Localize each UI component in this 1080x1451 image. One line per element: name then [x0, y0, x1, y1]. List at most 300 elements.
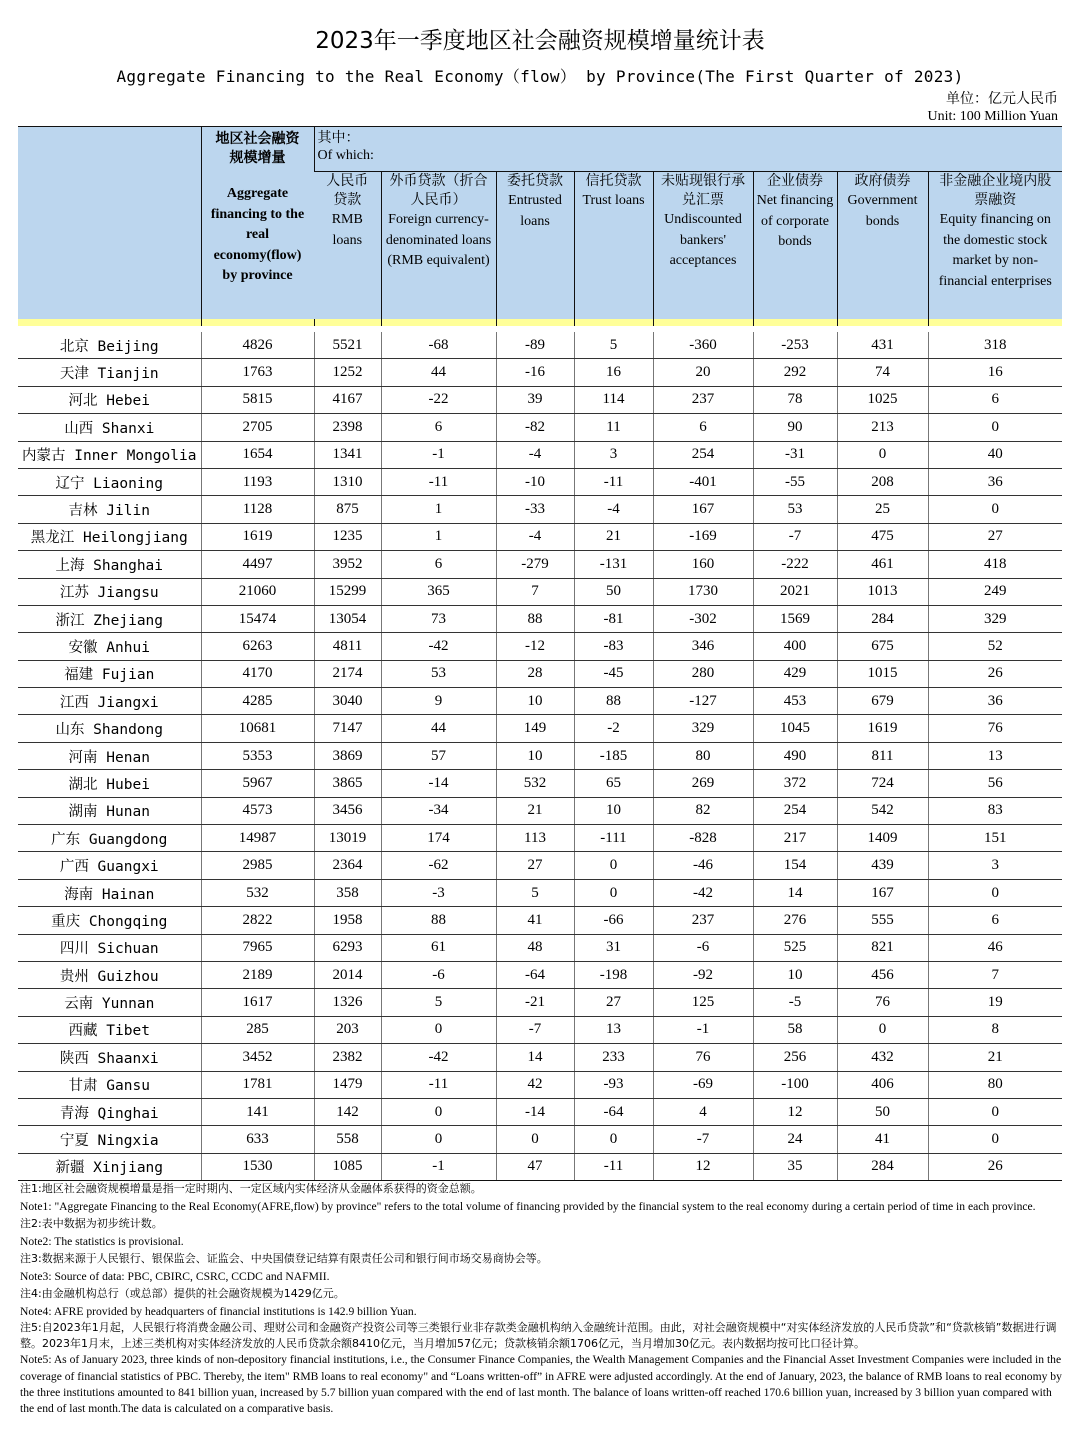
value-cell: -31 — [753, 441, 837, 468]
table-row — [18, 852, 1062, 879]
region-name: 山西 Shanxi — [18, 414, 201, 441]
value-cell: 329 — [653, 715, 753, 742]
value-cell: 10 — [496, 742, 574, 769]
value-cell: 475 — [837, 523, 928, 550]
value-cell: 3040 — [314, 688, 381, 715]
header-column — [381, 172, 496, 320]
value-cell: 208 — [837, 468, 928, 495]
value-cell: 0 — [928, 414, 1062, 441]
table-row — [18, 414, 1062, 441]
value-cell: 21 — [928, 1044, 1062, 1071]
value-cell: 724 — [837, 770, 928, 797]
value-cell: -11 — [574, 1153, 653, 1180]
value-cell: 13 — [928, 742, 1062, 769]
region-name: 上海 Shanghai — [18, 551, 201, 578]
value-cell: -169 — [653, 523, 753, 550]
value-cell: -89 — [496, 329, 574, 359]
value-cell: 2985 — [201, 852, 314, 879]
value-cell: 0 — [928, 1098, 1062, 1125]
value-cell: 4 — [653, 1098, 753, 1125]
value-cell: 269 — [653, 770, 753, 797]
table-row — [18, 578, 1062, 605]
table-row — [18, 770, 1062, 797]
band-cell — [201, 319, 314, 329]
value-cell: 280 — [653, 660, 753, 687]
table-row — [18, 1153, 1062, 1180]
header-column-en: Net financing — [756, 193, 834, 208]
table-row — [18, 523, 1062, 550]
value-cell: 80 — [928, 1071, 1062, 1098]
band-cell — [928, 319, 1062, 329]
value-cell: 285 — [201, 1016, 314, 1043]
region-name: 甘肃 Gansu — [18, 1071, 201, 1098]
value-cell: -127 — [653, 688, 753, 715]
value-cell: 1015 — [837, 660, 928, 687]
value-cell: 525 — [753, 934, 837, 961]
value-cell: -279 — [496, 551, 574, 578]
table-row — [18, 879, 1062, 906]
value-cell: 20 — [653, 359, 753, 386]
region-name: 四川 Sichuan — [18, 934, 201, 961]
value-cell: 3452 — [201, 1044, 314, 1071]
value-cell: 15299 — [314, 578, 381, 605]
band-cell — [574, 319, 653, 329]
value-cell: 5353 — [201, 742, 314, 769]
region-name: 河北 Hebei — [18, 386, 201, 413]
value-cell: -12 — [496, 633, 574, 660]
table-row — [18, 441, 1062, 468]
value-cell: -828 — [653, 825, 753, 852]
header-column — [837, 172, 928, 320]
header-column — [928, 172, 1062, 320]
value-cell: 21060 — [201, 578, 314, 605]
value-cell: 1341 — [314, 441, 381, 468]
table-row — [18, 907, 1062, 934]
region-name: 贵州 Guizhou — [18, 961, 201, 988]
region-name: 新疆 Xinjiang — [18, 1153, 201, 1180]
value-cell: 13 — [574, 1016, 653, 1043]
region-name: 江苏 Jiangsu — [18, 578, 201, 605]
value-cell: 439 — [837, 852, 928, 879]
value-cell: 1326 — [314, 989, 381, 1016]
value-cell: 1193 — [201, 468, 314, 495]
region-name: 江西 Jiangxi — [18, 688, 201, 715]
value-cell: 14 — [753, 879, 837, 906]
value-cell: -131 — [574, 551, 653, 578]
footnote: Note4: AFRE provided by headquarters of financial institutions is 142.9 billion Yuan. — [20, 1304, 417, 1318]
value-cell: 5521 — [314, 329, 381, 359]
value-cell: 113 — [496, 825, 574, 852]
region-name: 吉林 Jilin — [18, 496, 201, 523]
header-column-en: bonds — [778, 234, 812, 249]
value-cell: 490 — [753, 742, 837, 769]
value-cell: 57 — [381, 742, 496, 769]
value-cell: 40 — [928, 441, 1062, 468]
header-column-en: bankers' — [679, 232, 727, 248]
value-cell: 7 — [496, 578, 574, 605]
value-cell: 217 — [753, 825, 837, 852]
footnote: Note1: "Aggregate Financing to the Real Economy(AFRE,flow) by province" refers to the total volume of financing provided by the financial system to the real economy during a certain period of time in each province. — [20, 1199, 1036, 1213]
table-row — [18, 825, 1062, 852]
header-column-en: Government — [847, 193, 918, 208]
value-cell: 90 — [753, 414, 837, 441]
header-column-cn: 贷款 — [333, 192, 362, 208]
value-cell: -11 — [574, 468, 653, 495]
value-cell: 5 — [381, 989, 496, 1016]
value-cell: 52 — [928, 633, 1062, 660]
header-column — [753, 172, 837, 320]
value-cell: 256 — [753, 1044, 837, 1071]
value-cell: 27 — [928, 523, 1062, 550]
value-cell: -11 — [381, 1071, 496, 1098]
header-column-en: Undiscounted — [664, 212, 742, 227]
region-name: 广西 Guangxi — [18, 852, 201, 879]
header-of-which — [314, 127, 1062, 172]
value-cell: 372 — [753, 770, 837, 797]
value-cell: 4573 — [201, 797, 314, 824]
table-row — [18, 605, 1062, 632]
value-cell: 203 — [314, 1016, 381, 1043]
value-cell: 8 — [928, 1016, 1062, 1043]
unit-label-en: Unit: 100 Million Yuan — [927, 109, 1058, 124]
value-cell: -5 — [753, 989, 837, 1016]
value-cell: 21 — [496, 797, 574, 824]
value-cell: 1530 — [201, 1153, 314, 1180]
region-name: 海南 Hainan — [18, 879, 201, 906]
value-cell: 10 — [753, 961, 837, 988]
value-cell: 10681 — [201, 715, 314, 742]
value-cell: 82 — [653, 797, 753, 824]
value-cell: 254 — [753, 797, 837, 824]
value-cell: 1730 — [653, 578, 753, 605]
value-cell: -4 — [496, 523, 574, 550]
value-cell: 0 — [928, 1126, 1062, 1153]
value-cell: -92 — [653, 961, 753, 988]
value-cell: -10 — [496, 468, 574, 495]
table-row — [18, 551, 1062, 578]
band-cell — [496, 319, 574, 329]
value-cell: 365 — [381, 578, 496, 605]
value-cell: 6 — [928, 386, 1062, 413]
value-cell: 0 — [574, 1126, 653, 1153]
region-name: 西藏 Tibet — [18, 1016, 201, 1043]
value-cell: -100 — [753, 1071, 837, 1098]
value-cell: 16 — [574, 359, 653, 386]
table-row — [18, 934, 1062, 961]
value-cell: 346 — [653, 633, 753, 660]
value-cell: 2174 — [314, 660, 381, 687]
value-cell: 318 — [928, 329, 1062, 359]
value-cell: 2189 — [201, 961, 314, 988]
value-cell: 48 — [496, 934, 574, 961]
region-name: 河南 Henan — [18, 742, 201, 769]
value-cell: 4811 — [314, 633, 381, 660]
value-cell: 21 — [574, 523, 653, 550]
value-cell: 1781 — [201, 1071, 314, 1098]
value-cell: 142 — [314, 1098, 381, 1125]
value-cell: -1 — [381, 441, 496, 468]
value-cell: 0 — [574, 852, 653, 879]
value-cell: -64 — [574, 1098, 653, 1125]
header-aggregate-financing — [201, 127, 314, 320]
value-cell: 14 — [496, 1044, 574, 1071]
value-cell: 0 — [381, 1098, 496, 1125]
value-cell: 1763 — [201, 359, 314, 386]
value-cell: 58 — [753, 1016, 837, 1043]
value-cell: 73 — [381, 605, 496, 632]
value-cell: -185 — [574, 742, 653, 769]
value-cell: -93 — [574, 1071, 653, 1098]
header-column — [314, 172, 381, 320]
value-cell: -55 — [753, 468, 837, 495]
value-cell: 6263 — [201, 633, 314, 660]
value-cell: 1128 — [201, 496, 314, 523]
region-name: 青海 Qinghai — [18, 1098, 201, 1125]
value-cell: 12 — [753, 1098, 837, 1125]
value-cell: 233 — [574, 1044, 653, 1071]
value-cell: 2014 — [314, 961, 381, 988]
value-cell: 213 — [837, 414, 928, 441]
value-cell: 0 — [928, 879, 1062, 906]
header-label-en: by province — [222, 268, 293, 283]
table-row — [18, 660, 1062, 687]
value-cell: 284 — [837, 1153, 928, 1180]
value-cell: 0 — [496, 1126, 574, 1153]
value-cell: 27 — [496, 852, 574, 879]
statistics-table — [18, 126, 1062, 1181]
value-cell: -33 — [496, 496, 574, 523]
value-cell: 418 — [928, 551, 1062, 578]
header-blank-cell — [18, 127, 201, 320]
value-cell: 0 — [381, 1126, 496, 1153]
value-cell: 6 — [381, 551, 496, 578]
value-cell: 42 — [496, 1071, 574, 1098]
value-cell: -42 — [381, 633, 496, 660]
value-cell: 0 — [837, 441, 928, 468]
value-cell: 11 — [574, 414, 653, 441]
footnotes — [20, 1180, 1065, 1417]
value-cell: 2822 — [201, 907, 314, 934]
table-row — [18, 633, 1062, 660]
value-cell: -7 — [753, 523, 837, 550]
value-cell: 10 — [496, 688, 574, 715]
table-row — [18, 386, 1062, 413]
header-column-cn: 非金融企业境内股 — [939, 173, 1052, 189]
value-cell: 36 — [928, 688, 1062, 715]
header-column — [574, 172, 653, 320]
value-cell: -198 — [574, 961, 653, 988]
value-cell: 7965 — [201, 934, 314, 961]
band-cell — [314, 319, 381, 329]
value-cell: 4826 — [201, 329, 314, 359]
header-label-cn: 规模增量 — [229, 150, 286, 166]
value-cell: -64 — [496, 961, 574, 988]
value-cell: 532 — [201, 879, 314, 906]
region-name: 陕西 Shaanxi — [18, 1044, 201, 1071]
table-row — [18, 715, 1062, 742]
value-cell: 3952 — [314, 551, 381, 578]
band-cell — [18, 319, 201, 329]
value-cell: 292 — [753, 359, 837, 386]
value-cell: 1310 — [314, 468, 381, 495]
header-column-en: of corporate — [760, 213, 830, 229]
table-row — [18, 1044, 1062, 1071]
value-cell: 4497 — [201, 551, 314, 578]
value-cell: -7 — [496, 1016, 574, 1043]
value-cell: 1 — [381, 496, 496, 523]
page-title: 2023年一季度地区社会融资规模增量统计表 — [315, 28, 765, 54]
region-name: 云南 Yunnan — [18, 989, 201, 1016]
value-cell: -42 — [653, 879, 753, 906]
value-cell: 532 — [496, 770, 574, 797]
header-column-cn: 未贴现银行承 — [661, 173, 745, 189]
value-cell: -302 — [653, 605, 753, 632]
table-row — [18, 468, 1062, 495]
header-column-en: Equity financing on — [939, 212, 1051, 227]
value-cell: -16 — [496, 359, 574, 386]
value-cell: 2382 — [314, 1044, 381, 1071]
value-cell: 50 — [574, 578, 653, 605]
value-cell: -14 — [496, 1098, 574, 1125]
value-cell: 237 — [653, 386, 753, 413]
value-cell: 679 — [837, 688, 928, 715]
value-cell: 1045 — [753, 715, 837, 742]
value-cell: 432 — [837, 1044, 928, 1071]
header-column-en: (RMB equivalent) — [387, 253, 490, 268]
header-column-cn: 人民币 — [326, 173, 369, 189]
header-column-cn: 人民币） — [410, 192, 467, 208]
value-cell: 3456 — [314, 797, 381, 824]
value-cell: 555 — [837, 907, 928, 934]
table-row — [18, 1098, 1062, 1125]
value-cell: 26 — [928, 660, 1062, 687]
value-cell: -81 — [574, 605, 653, 632]
value-cell: -6 — [381, 961, 496, 988]
footnote: Note2: The statistics is provisional. — [20, 1234, 184, 1248]
value-cell: 237 — [653, 907, 753, 934]
value-cell: 6293 — [314, 934, 381, 961]
value-cell: 83 — [928, 797, 1062, 824]
value-cell: 25 — [837, 496, 928, 523]
unit-label-cn: 单位：亿元人民币 — [946, 91, 1058, 107]
value-cell: 13054 — [314, 605, 381, 632]
value-cell: 13019 — [314, 825, 381, 852]
value-cell: 2364 — [314, 852, 381, 879]
value-cell: 3 — [574, 441, 653, 468]
value-cell: 88 — [381, 907, 496, 934]
value-cell: 284 — [837, 605, 928, 632]
header-column-en: Foreign currency- — [388, 212, 489, 227]
value-cell: 44 — [381, 715, 496, 742]
value-cell: 456 — [837, 961, 928, 988]
value-cell: 154 — [753, 852, 837, 879]
value-cell: 174 — [381, 825, 496, 852]
value-cell: 6 — [653, 414, 753, 441]
value-cell: -82 — [496, 414, 574, 441]
value-cell: 0 — [381, 1016, 496, 1043]
header-column — [653, 172, 753, 320]
value-cell: 80 — [653, 742, 753, 769]
value-cell: 149 — [496, 715, 574, 742]
region-name: 辽宁 Liaoning — [18, 468, 201, 495]
value-cell: 4170 — [201, 660, 314, 687]
header-label-en: real — [245, 227, 270, 242]
table-row — [18, 496, 1062, 523]
value-cell: -4 — [496, 441, 574, 468]
region-name: 安徽 Anhui — [18, 633, 201, 660]
header-column-en: financial enterprises — [938, 273, 1052, 289]
value-cell: 633 — [201, 1126, 314, 1153]
value-cell: 65 — [574, 770, 653, 797]
value-cell: 5967 — [201, 770, 314, 797]
header-column-en: acceptances — [669, 253, 737, 268]
value-cell: -62 — [381, 852, 496, 879]
value-cell: -4 — [574, 496, 653, 523]
value-cell: -83 — [574, 633, 653, 660]
table-row — [18, 359, 1062, 386]
value-cell: 39 — [496, 386, 574, 413]
value-cell: 0 — [837, 1016, 928, 1043]
value-cell: 5 — [496, 879, 574, 906]
value-cell: 16 — [928, 359, 1062, 386]
table-row — [18, 961, 1062, 988]
value-cell: 47 — [496, 1153, 574, 1180]
value-cell: 36 — [928, 468, 1062, 495]
value-cell: 1252 — [314, 359, 381, 386]
value-cell: 5815 — [201, 386, 314, 413]
value-cell: 358 — [314, 879, 381, 906]
value-cell: 1025 — [837, 386, 928, 413]
region-name: 山东 Shandong — [18, 715, 201, 742]
header-column-en: denominated loans — [385, 232, 492, 248]
region-name: 湖南 Hunan — [18, 797, 201, 824]
page-subtitle: Aggregate Financing to the Real Economy（flow） by Province(The First Quarter of 2023) — [116, 67, 964, 86]
value-cell: 167 — [837, 879, 928, 906]
value-cell: 4285 — [201, 688, 314, 715]
value-cell: -46 — [653, 852, 753, 879]
band-cell — [653, 319, 753, 329]
value-cell: -34 — [381, 797, 496, 824]
value-cell: 461 — [837, 551, 928, 578]
value-cell: 76 — [837, 989, 928, 1016]
value-cell: -69 — [653, 1071, 753, 1098]
header-divider-band — [18, 319, 1062, 329]
value-cell: 1654 — [201, 441, 314, 468]
band-cell — [381, 319, 496, 329]
value-cell: -45 — [574, 660, 653, 687]
header-column-en: Entrusted — [508, 193, 562, 208]
value-cell: -222 — [753, 551, 837, 578]
value-cell: 249 — [928, 578, 1062, 605]
value-cell: 26 — [928, 1153, 1062, 1180]
footnote: Note5: As of January 2023, three kinds of non-depository financial institutions, i.e., the Consumer Finance Companies, the Wealth Management Companies and the Financial Asset Investment Companies were included in the coverage of financial statistics of PBC. Thereby, the item" RMB loans to real economy" and “Loans written-off” in AFRE were adjusted accordingly. At the end of January, 2023, the balance of RMB loans to real economy by the three institutions amounted to 841 billion yuan, increased by 5.7 billion yuan compared with the end of last month. The balance of loans written-off reached 170.6 billion yuan, increased by 3 billion yuan compared with the end of last month.The data is calculated on a comparative basis. — [20, 1353, 1062, 1416]
value-cell: 431 — [837, 329, 928, 359]
value-cell: 76 — [653, 1044, 753, 1071]
header-column-cn: 政府债券 — [854, 173, 911, 189]
value-cell: -360 — [653, 329, 753, 359]
value-cell: 1479 — [314, 1071, 381, 1098]
header-label-en: economy(flow) — [213, 247, 302, 263]
region-name: 天津 Tianjin — [18, 359, 201, 386]
table-row — [18, 1016, 1062, 1043]
value-cell: 7147 — [314, 715, 381, 742]
value-cell: 4167 — [314, 386, 381, 413]
header-label-en: financing to the — [210, 206, 305, 222]
of-which-label-cn: 其中： — [317, 130, 360, 146]
table-row — [18, 797, 1062, 824]
value-cell: 811 — [837, 742, 928, 769]
value-cell: 2705 — [201, 414, 314, 441]
